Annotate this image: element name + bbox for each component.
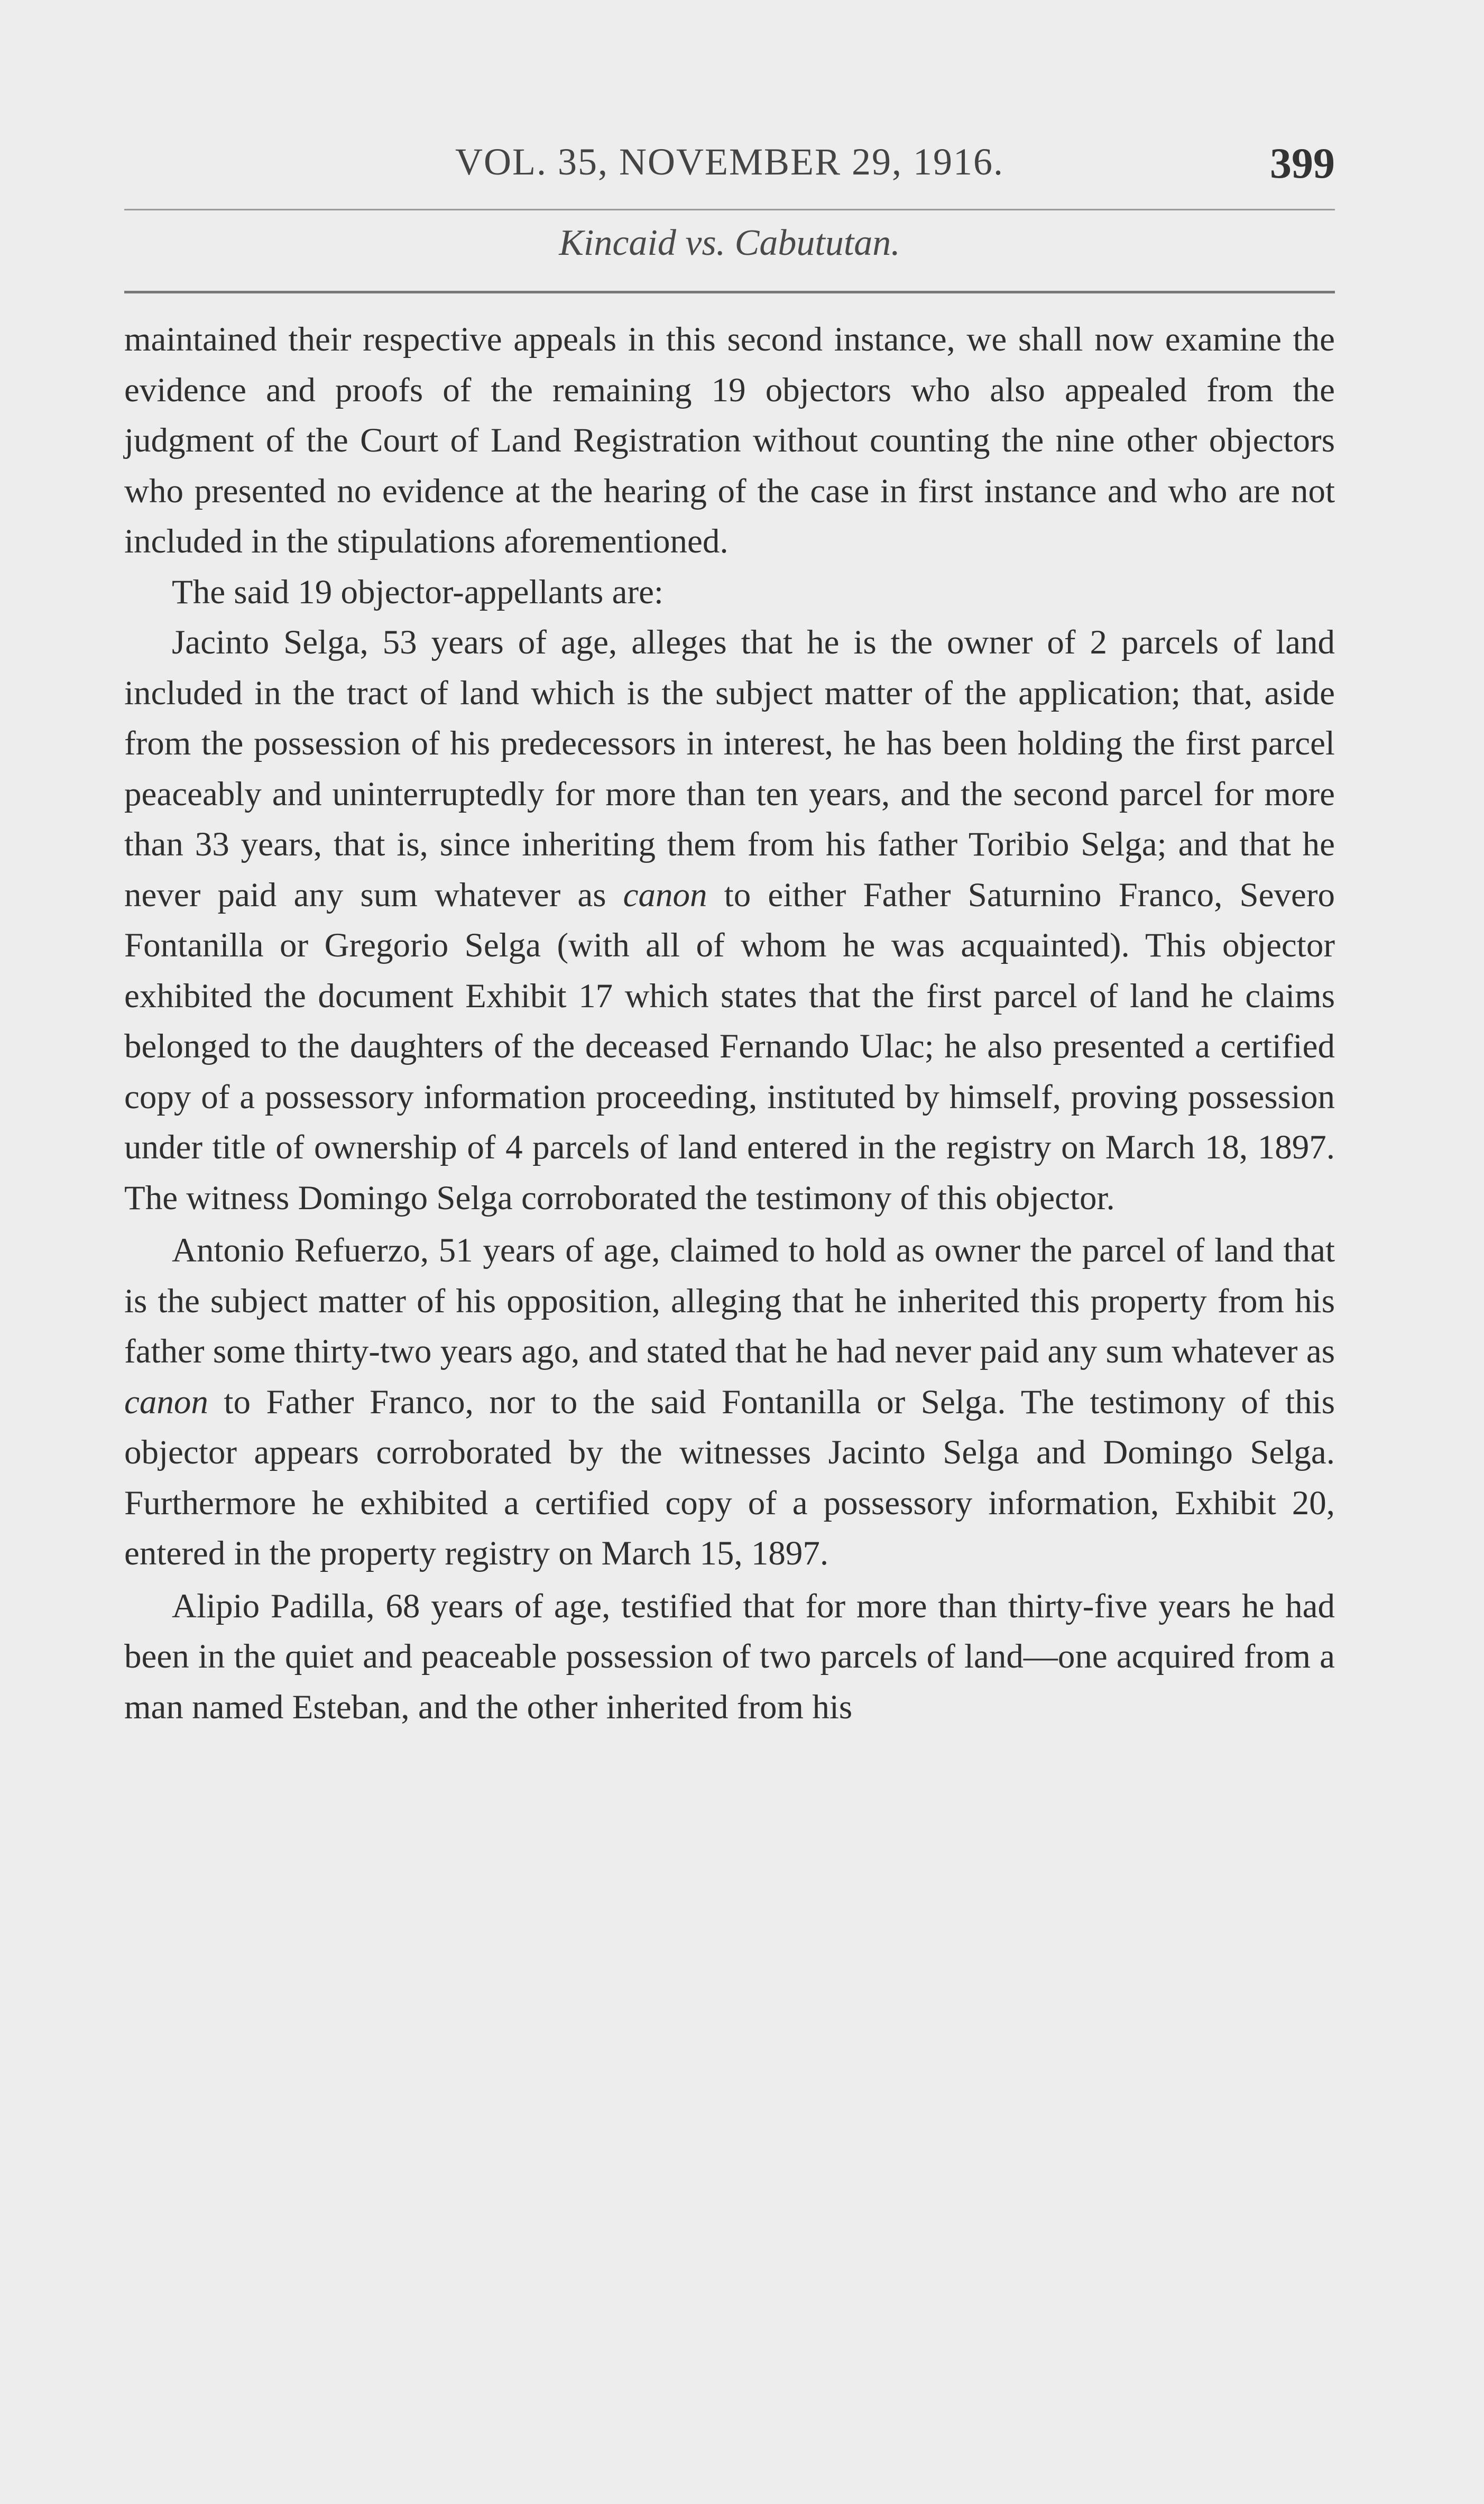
- paragraph-text: Antonio Refuerzo, 51 years of age, claimed to hold as owner the parcel of land that is the subject matter of his opposition, alleging that he inherited this property from his father some thirty-two years ago, and stated that he had never paid any sum whatever as: [124, 1231, 1335, 1370]
- paragraph-objector-list-intro: The said 19 objector-appellants are:: [172, 573, 663, 611]
- paragraph-jacinto-selga: [124, 618, 1335, 1223]
- page-number: 399: [1270, 139, 1335, 187]
- paragraph-antonio-refuerzo: [124, 1226, 1335, 1579]
- running-head: [124, 132, 1335, 201]
- header-rule-bottom: [124, 291, 1335, 293]
- italic-term: canon: [124, 1383, 208, 1421]
- case-title: Kincaid vs. Cabututan.: [559, 223, 900, 263]
- paragraph-text: Jacinto Selga, 53 years of age, alleges that he is the owner of 2 parcels of land included in the tract of land which is the subject matter of the application; that, aside from the possession of his predecessors in interest, he has been holding the first parcel peaceably and uninterruptedly for more than ten years, and the second parcel for more than 33 years, that is, since inheriting them from his father Toribio Selga; and that he never paid any sum whatever as: [124, 623, 1335, 914]
- paragraph-alipio-padilla: Alipio Padilla, 68 years of age, testified that for more than thirty-five years he had been in the quiet and peaceable possession of two parcels of land—one acquired from a man named Esteban, and the other inherited from his: [124, 1587, 1335, 1726]
- volume-date-header: VOL. 35, NOVEMBER 29, 1916.: [455, 141, 1004, 183]
- paragraph-text: to either Father Saturnino Franco, Severo Fontanilla or Gregorio Selga (with all of whom he was acquainted). This objector exhibited the document Exhibit 17 which states that the first parcel of land he claims belonged to the daughters of the deceased Fernando Ulac; he also presented a certified copy of a possessory information proceeding, instituted by himself, proving possession under title of ownership of 4 parcels of land entered in the registry on March 18, 1897. The witness Domingo Selga corroborated the testimony of this objector.: [124, 876, 1335, 1217]
- paragraph-continuation: maintained their respective appeals in this second instance, we shall now examine the evidence and proofs of the remaining 19 objectors who also appealed from the judgment of the Court of Land Registration without counting the nine other objectors who presented no evidence at the hearing of the case in first instance and who are not included in the stipulations aforementioned.: [124, 320, 1335, 560]
- paragraph-text: to Father Franco, nor to the said Fontanilla or Selga. The testimony of this objector appears corroborated by the witnesses Jacinto Selga and Domingo Selga. Furthermore he exhibited a certified copy of a possessory information, Exhibit 20, entered in the property registry on March 15, 1897.: [124, 1383, 1335, 1572]
- italic-term: canon: [623, 876, 707, 914]
- header-rule-top: [124, 209, 1335, 210]
- body-text: [124, 315, 1335, 1733]
- book-page: [124, 132, 1335, 2469]
